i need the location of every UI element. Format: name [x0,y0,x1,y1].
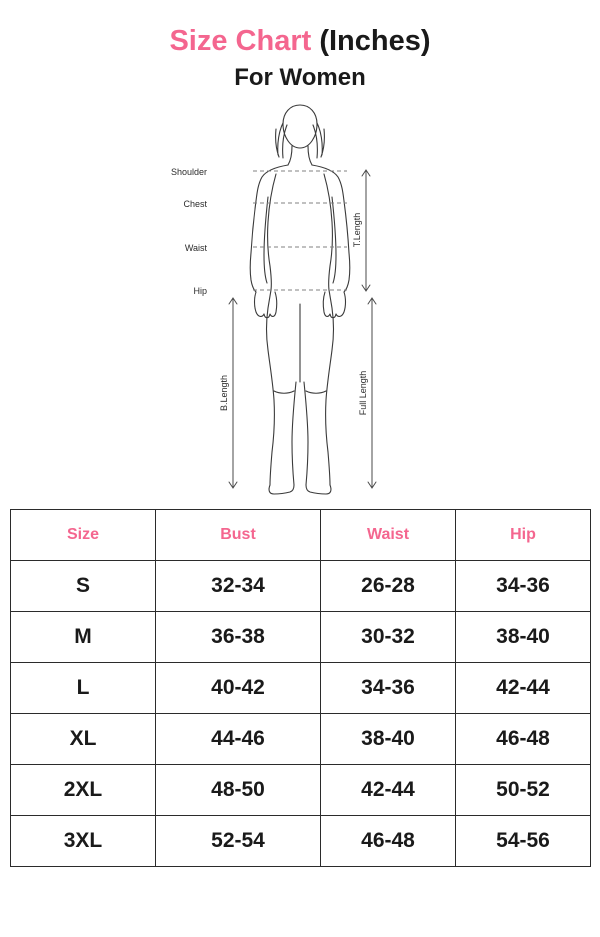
size-table-wrapper [10,509,590,867]
figure-left-arm-outer [250,165,288,292]
cell-waist: 46-48 [321,816,456,867]
cell-size: XL [11,714,156,765]
cell-size: 3XL [11,816,156,867]
title-subtitle: For Women [234,63,366,91]
cell-size: S [11,561,156,612]
cell-waist: 26-28 [321,561,456,612]
title-main-dark: (Inches) [319,25,431,57]
table-row [11,663,591,714]
column-header-waist: Waist [321,510,456,561]
cell-waist: 42-44 [321,765,456,816]
cell-bust: 52-54 [156,816,321,867]
cell-waist: 30-32 [321,612,456,663]
figure-left-hand [255,292,277,318]
figure-left-knee [274,391,294,393]
figure-neck-left [288,146,292,165]
cell-size: L [11,663,156,714]
full-length-arrow [368,298,376,488]
cell-bust: 36-38 [156,612,321,663]
cell-hip: 38-40 [456,612,591,663]
figure-right-arm-outer [312,165,350,292]
figure-left-foot [269,485,294,494]
label-waist: Waist [184,242,207,253]
figure-head [283,105,317,148]
title-main-pink: Size Chart [169,25,312,57]
cell-hip: 54-56 [456,816,591,867]
cell-hip: 46-48 [456,714,591,765]
cell-waist: 38-40 [321,714,456,765]
figure-left-leg-inner [292,382,296,485]
column-header-bust: Bust [156,510,321,561]
cell-hip: 50-52 [456,765,591,816]
cell-bust: 44-46 [156,714,321,765]
table-row [11,612,591,663]
figure-right-leg-outer [326,308,334,485]
table-row [11,816,591,867]
table-row [11,561,591,612]
figure-right-foot [306,485,331,494]
b-length-arrow [229,298,237,488]
cell-bust: 48-50 [156,765,321,816]
figure-left-leg-outer [267,308,275,485]
table-header-row [11,510,591,561]
body-measurement-diagram [0,99,600,499]
figure-torso-left [268,174,276,308]
title-line-1 [0,26,600,58]
page-title [0,0,600,93]
label-hip: Hip [193,285,207,296]
label-chest: Chest [183,198,207,209]
cell-hip: 42-44 [456,663,591,714]
cell-waist: 34-36 [321,663,456,714]
figure-right-knee [306,391,326,393]
column-header-size: Size [11,510,156,561]
table-row [11,714,591,765]
label-t-length: T.Length [352,212,362,247]
label-b-length: B.Length [219,374,229,411]
figure-right-leg-inner [304,382,308,485]
cell-bust: 40-42 [156,663,321,714]
figure-neck-right [308,146,312,165]
table-row [11,765,591,816]
cell-size: 2XL [11,765,156,816]
t-length-arrow [362,170,370,291]
label-shoulder: Shoulder [170,166,207,177]
size-table [10,509,591,867]
column-header-hip: Hip [456,510,591,561]
figure-right-hand [323,292,345,318]
cell-size: M [11,612,156,663]
cell-hip: 34-36 [456,561,591,612]
cell-bust: 32-34 [156,561,321,612]
figure-torso-right [324,174,332,308]
label-full-length: Full Length [358,370,368,415]
